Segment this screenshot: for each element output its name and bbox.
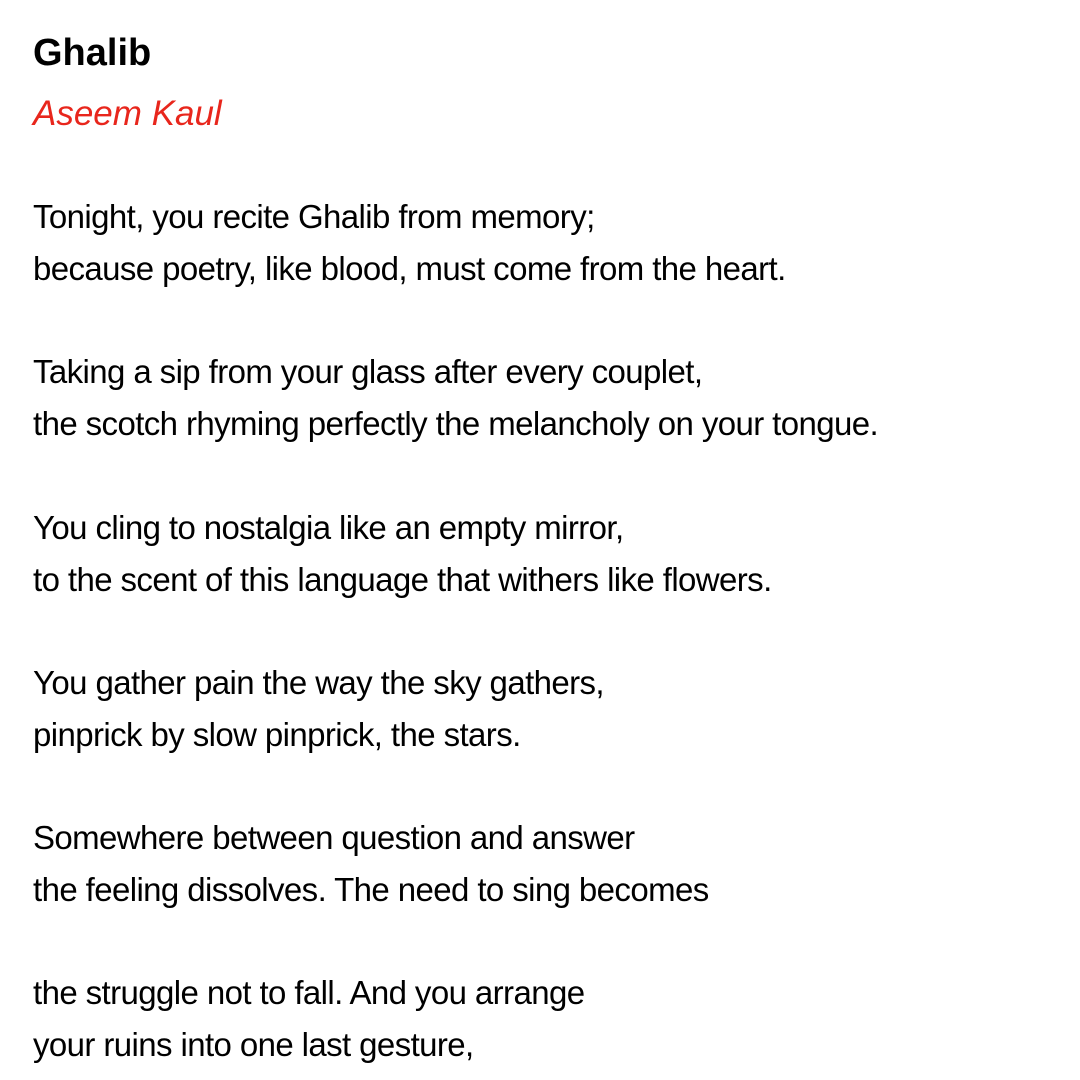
poem-line: the scotch rhyming perfectly the melancholy on your tongue. <box>33 405 879 442</box>
stanza <box>33 812 1073 916</box>
stanza <box>33 191 1073 295</box>
poem-line: Somewhere between question and answer <box>33 819 635 856</box>
poem-line: You gather pain the way the sky gathers, <box>33 664 604 701</box>
poem-title: Ghalib <box>33 32 152 74</box>
poem-line: pinprick by slow pinprick, the stars. <box>33 716 521 753</box>
poem-author: Aseem Kaul <box>33 94 222 133</box>
poem-line: your ruins into one last gesture, <box>33 1026 474 1063</box>
poem-line: Taking a sip from your glass after every couplet, <box>33 353 703 390</box>
stanza <box>33 502 1073 606</box>
stanza <box>33 967 1073 1071</box>
poem-line: because poetry, like blood, must come from the heart. <box>33 250 786 287</box>
poem-line: Tonight, you recite Ghalib from memory; <box>33 198 595 235</box>
stanza <box>33 346 1073 450</box>
stanza <box>33 657 1073 761</box>
poem-line: the struggle not to fall. And you arrange <box>33 974 585 1011</box>
poem-line: the feeling dissolves. The need to sing becomes <box>33 871 709 908</box>
poem-line: to the scent of this language that withers like flowers. <box>33 561 772 598</box>
poem-line: You cling to nostalgia like an empty mirror, <box>33 509 624 546</box>
